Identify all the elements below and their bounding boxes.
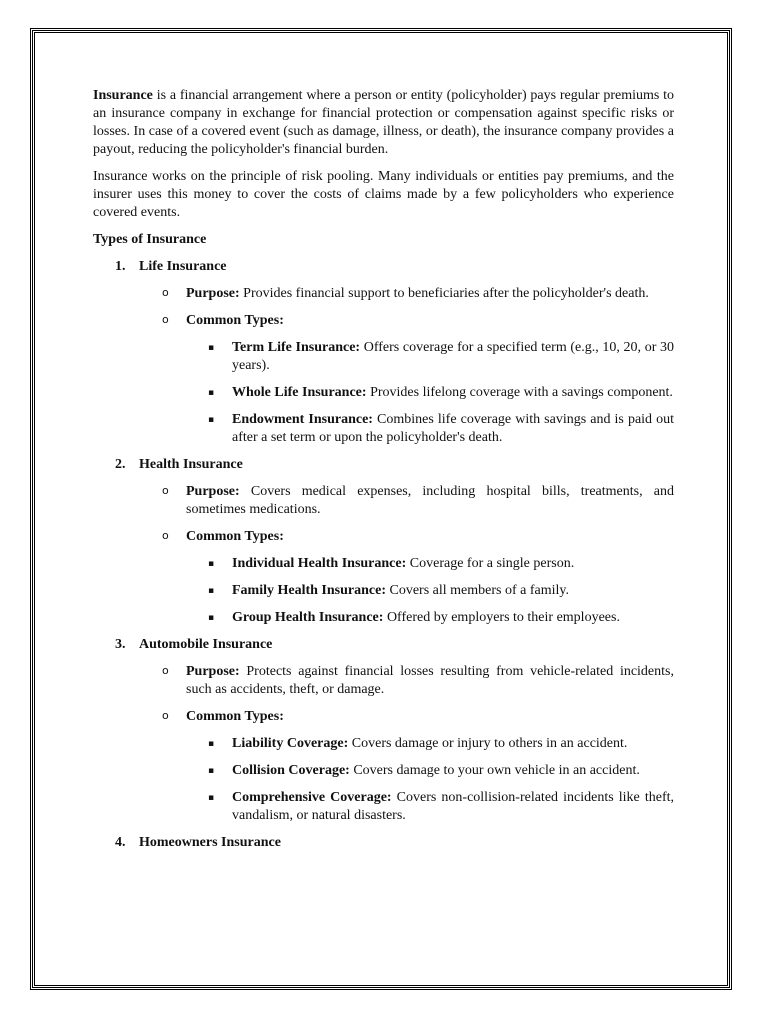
list-item-title: Health Insurance [139,457,243,472]
circle-bullet-icon: o [162,529,169,542]
sub-type-text: Covers non-collision-related incidents like theft, vandalism, or natural disasters. [232,790,674,823]
sub-type-item [93,411,674,447]
list-number: 3. [115,637,126,652]
sub-type-item [93,582,674,600]
sub-type-text: Covers damage or injury to others in an accident. [348,736,628,751]
sub-type-item [93,609,674,627]
sub-type-text: Covers damage to your own vehicle in an accident. [349,763,640,778]
square-bullet-icon: ▪ [208,343,215,353]
circle-bullet-icon: o [162,664,169,677]
sub-type-text: Offers coverage for a specified term (e.g., 10, 20, or 30 years). [232,340,674,373]
sub-type-label: Group Health Insurance: [232,610,384,625]
sub-type-label: Family Health Insurance: [232,583,386,598]
list-item-life-insurance [93,258,674,276]
circle-bullet-icon: o [162,313,169,326]
square-bullet-icon: ▪ [208,559,215,569]
sub-type-label: Whole Life Insurance: [232,385,367,400]
square-bullet-icon: ▪ [208,613,215,623]
common-types-label: Common Types: [186,529,284,544]
intro-paragraph-1 [93,87,674,159]
sub-type-label: Liability Coverage: [232,736,349,751]
list-item-homeowners-insurance [93,834,674,852]
sub-type-text: Provides lifelong coverage with a savings component. [366,385,673,400]
list-item-title: Life Insurance [139,259,227,274]
sub-type-item [93,384,674,402]
sub-type-label: Term Life Insurance: [232,340,361,355]
sub-type-text: Coverage for a single person. [406,556,575,571]
common-types-item [93,528,674,546]
common-types-label: Common Types: [186,313,284,328]
purpose-label: Purpose: [186,286,240,301]
purpose-text: Protects against financial losses resulting from vehicle-related incidents, such as accidents, theft, or damage. [186,664,674,697]
list-item-automobile-insurance [93,636,674,654]
sub-type-item [93,735,674,753]
sub-type-item [93,762,674,780]
common-types-item [93,708,674,726]
sub-type-item [93,339,674,375]
intro-text: is a financial arrangement where a person or entity (policyholder) pays regular premiums to an insurance company in exchange for financial protection or compensation against specific risks or losses. In case of a covered event (such as damage, illness, or death), the insurance company provides a payout, reducing the policyholder's financial burden. [93,88,674,157]
common-types-label: Common Types: [186,709,284,724]
sub-type-item [93,789,674,825]
square-bullet-icon: ▪ [208,415,215,425]
sub-type-label: Collision Coverage: [232,763,350,778]
list-item-title: Automobile Insurance [139,637,273,652]
sub-type-item [93,555,674,573]
circle-bullet-icon: o [162,484,169,497]
square-bullet-icon: ▪ [208,766,215,776]
sub-type-text: Covers all members of a family. [386,583,569,598]
purpose-item [93,483,674,519]
sub-type-label: Individual Health Insurance: [232,556,407,571]
list-item-title: Homeowners Insurance [139,835,281,850]
intro-paragraph-2: Insurance works on the principle of risk pooling. Many individuals or entities pay premiums, and the insurer uses this money to cover the costs of claims made by a few policyholders who experience covered events. [93,169,674,220]
list-item-health-insurance [93,456,674,474]
purpose-item [93,663,674,699]
purpose-label: Purpose: [186,484,240,499]
sub-type-text: Combines life coverage with savings and is paid out after a set term or upon the policyholder's death. [232,412,675,445]
document-body [93,87,674,861]
common-types-item [93,312,674,330]
section-title: Types of Insurance [93,232,207,247]
list-number: 4. [115,835,126,850]
square-bullet-icon: ▪ [208,388,215,398]
sub-type-label: Endowment Insurance: [232,412,373,427]
purpose-text: Provides financial support to beneficiaries after the policyholder's death. [239,286,649,301]
list-number: 2. [115,457,126,472]
list-number: 1. [115,259,126,274]
purpose-item [93,285,674,303]
intro-term: Insurance [93,88,153,103]
sub-type-label: Comprehensive Coverage: [232,790,392,805]
sub-type-text: Offered by employers to their employees. [383,610,620,625]
square-bullet-icon: ▪ [208,586,215,596]
circle-bullet-icon: o [162,286,169,299]
square-bullet-icon: ▪ [208,793,215,803]
circle-bullet-icon: o [162,709,169,722]
square-bullet-icon: ▪ [208,739,215,749]
purpose-text: Covers medical expenses, including hospital bills, treatments, and sometimes medications. [186,484,674,517]
purpose-label: Purpose: [186,664,240,679]
